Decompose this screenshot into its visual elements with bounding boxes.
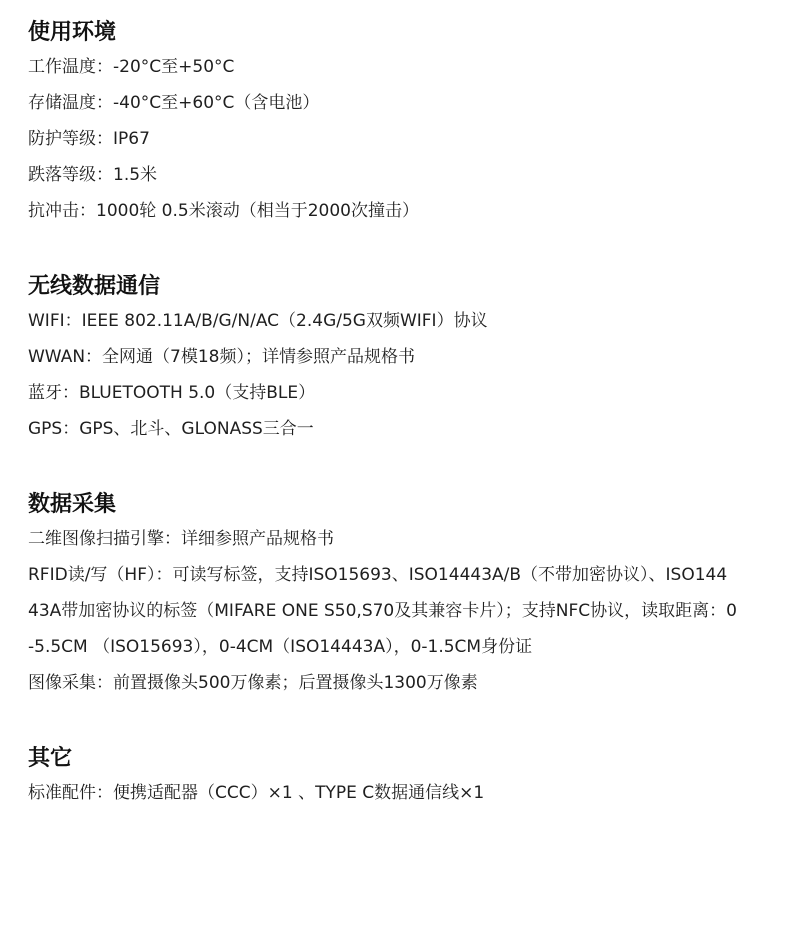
section-title: 使用环境 — [28, 20, 117, 45]
section-data-capture — [28, 490, 790, 701]
spec-line: GPS：GPS、北斗、GLONASS三合一 — [28, 419, 314, 439]
section-title: 数据采集 — [28, 492, 117, 517]
section-wireless — [28, 272, 790, 447]
spec-line: 蓝牙：BLUETOOTH 5.0（支持BLE） — [28, 383, 316, 403]
spec-line: 二维图像扫描引擎：详细参照产品规格书 — [28, 529, 334, 549]
spec-line: 43A带加密协议的标签（MIFARE ONE S50,S70及其兼容卡片）；支持NFC协议，读取距离：0 — [28, 601, 737, 621]
section-other — [28, 744, 790, 811]
spec-line: 存储温度：-40°C至+60°C（含电池） — [28, 93, 320, 113]
spec-line: WIFI：IEEE 802.11A/B/G/N/AC（2.4G/5G双频WIFI）协议 — [28, 311, 488, 331]
spec-line: RFID读/写（HF）：可读写标签，支持ISO15693、ISO14443A/B（不带加密协议）、ISO144 — [28, 565, 728, 585]
spec-line: 防护等级：IP67 — [28, 129, 150, 149]
spec-line: 工作温度：-20°C至+50°C — [28, 57, 235, 77]
spec-line: 标准配件：便携适配器（CCC）×1 、TYPE C数据通信线×1 — [28, 783, 485, 803]
spec-line: WWAN：全网通（7模18频）；详情参照产品规格书 — [28, 347, 415, 367]
section-title: 其它 — [28, 746, 73, 771]
section-environment — [28, 18, 790, 229]
spec-line: 抗冲击：1000轮 0.5米滚动（相当于2000次撞击） — [28, 201, 419, 221]
spec-line: -5.5CM （ISO15693），0-4CM（ISO14443A），0-1.5CM身份证 — [28, 637, 533, 657]
section-title: 无线数据通信 — [28, 274, 161, 299]
spec-line: 图像采集：前置摄像头500万像素；后置摄像头1300万像素 — [28, 673, 478, 693]
spec-line: 跌落等级：1.5米 — [28, 165, 158, 185]
